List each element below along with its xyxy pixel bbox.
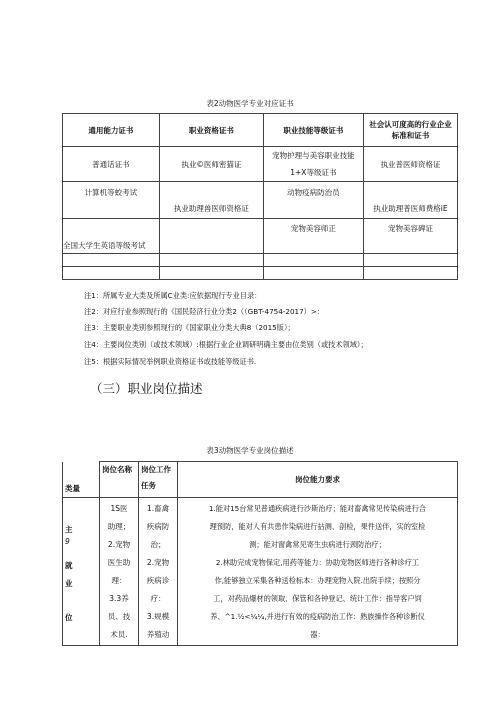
header-qualification-cert: 职业资格证书	[159, 114, 263, 147]
table-cell	[159, 219, 263, 254]
table-row	[63, 147, 458, 182]
table-cell: 宠物美容碑证	[363, 219, 457, 254]
post-task-line: 1.畜禽	[146, 504, 170, 513]
category-char: 9	[65, 537, 70, 546]
requirement-line: 理预防，能对人有共患作染病进行拈测、剖检，果件送伴，实的室检	[209, 522, 426, 531]
table-row	[63, 219, 458, 254]
post-name-line: 医生助	[107, 558, 131, 567]
section-title: （三）职业岗位描述	[90, 381, 203, 396]
table-cell: 执业助理普医师费格iE	[363, 182, 457, 219]
header-skill-cert: 职业技能等级证书	[263, 114, 363, 147]
post-task-line: 疗：	[150, 594, 166, 603]
requirements-cell	[178, 498, 458, 646]
note-3: 注3：主要职业类别参照现行的《国家职业分类大典8（2015版）；	[84, 323, 295, 332]
post-name-line: 理：	[111, 576, 127, 585]
table2-caption: 表3动物医学专业岗位描述	[206, 446, 294, 455]
category-char: 位	[65, 613, 73, 622]
post-task-line: 疾病防	[146, 522, 170, 531]
table-cell: 执业助理兽医师资格证	[159, 182, 263, 219]
category-char: 业	[65, 579, 73, 588]
table-row	[63, 498, 458, 646]
post-name-line: 助理；	[107, 522, 131, 531]
post-name-line: 1S医	[110, 504, 128, 513]
post-task-line: 3.规模	[146, 612, 170, 621]
note-2: 注2：对应行业参照现行的《国民陉济行业分类2（（GBT-4754-2017）>：	[84, 307, 325, 316]
note-4: 注4：主要岗位类别（或技术领域）:根据行业企业调研明确主要由位类别（或技术领域）；	[84, 340, 368, 349]
table1-caption: 表2动物医学专业对应证书	[206, 99, 294, 108]
table-cell	[263, 267, 363, 280]
post-task-line: 治；	[150, 540, 166, 549]
table-cell: 执业普医师资格证	[363, 147, 457, 182]
table-cell	[363, 254, 457, 267]
note-5: 注5：根据实际情况举例职业资格证书或技能等级证书.	[84, 357, 257, 366]
header-post-name: 岗位名称	[100, 462, 139, 498]
table-cell	[159, 254, 263, 267]
header-requirements: 岗位能力要求	[178, 462, 458, 498]
category-char: 就	[65, 561, 73, 570]
requirement-line: 器：	[310, 630, 325, 639]
table-cell	[263, 254, 363, 267]
requirement-line: 养、^1.½<¼¼,并进行有效的疫病防治工作：熟族操作各种诊断仪	[210, 612, 425, 621]
post-task-line: 2.宠物	[146, 558, 170, 567]
table-cell: 执业©医师密猫证	[159, 147, 263, 182]
post-name-cell	[100, 498, 139, 646]
table-cell: 动物疫病防治员	[263, 182, 363, 219]
table-cell: 计算机等蛟考试	[63, 182, 160, 219]
header-industry-cert: 社会认可度高的行业企业标准和证书	[363, 114, 457, 147]
table-row	[63, 254, 458, 267]
post-task-line: 疾病诊	[146, 576, 170, 585]
post-name-line: 术员.	[110, 630, 128, 639]
note-1: 注1：所属专业大类及所属C业类:应依据现行专业目录：	[84, 291, 262, 300]
table-row	[63, 182, 458, 219]
post-tasks-cell	[139, 498, 178, 646]
requirement-line: 2.林助完成宠物保定,用药等能力：协助宠物医师进行各种诊疗工	[215, 558, 420, 567]
post-task-line: 养殖动	[146, 630, 170, 639]
post-name-line: 员、技	[107, 612, 131, 621]
certificate-table	[62, 113, 458, 280]
requirement-line: 作,能够独立采集各种送检标本：办理宠物入院.出院手续；按照分	[214, 576, 421, 585]
post-name-line: 3.3养	[109, 594, 129, 603]
category-char: 主	[65, 525, 73, 534]
table-row	[63, 267, 458, 280]
table-cell: 宠物美容师正	[263, 219, 363, 254]
table-cell	[159, 267, 263, 280]
table-cell: 全国大学生英语等级考试	[63, 219, 160, 254]
table-cell	[63, 254, 160, 267]
requirement-line: 工，对药品爆材的领取、保管和各钟登记、统计工作：指导客户饲	[213, 594, 422, 603]
header-general-cert: 通用能力证书	[63, 114, 160, 147]
table-cell	[63, 267, 160, 280]
requirement-line: 测；能对窗禽常见寄生虫病进行颈防治疗；	[249, 540, 386, 549]
post-name-line: 2.宠物	[107, 540, 131, 549]
requirement-line: 1.能对15台常见普通疾病进行沙斯治疗；能对畜禽常见传染病进行合	[208, 504, 427, 513]
post-description-table	[62, 461, 458, 646]
table-cell: 宠物护理与美容职业技能1+X等级证书	[263, 147, 363, 182]
category-cell	[63, 498, 100, 646]
table-cell: 普通话证书	[63, 147, 160, 182]
header-post-tasks: 岗位工作任务	[139, 462, 178, 498]
header-category: 类量	[63, 462, 100, 498]
table-cell	[363, 267, 457, 280]
